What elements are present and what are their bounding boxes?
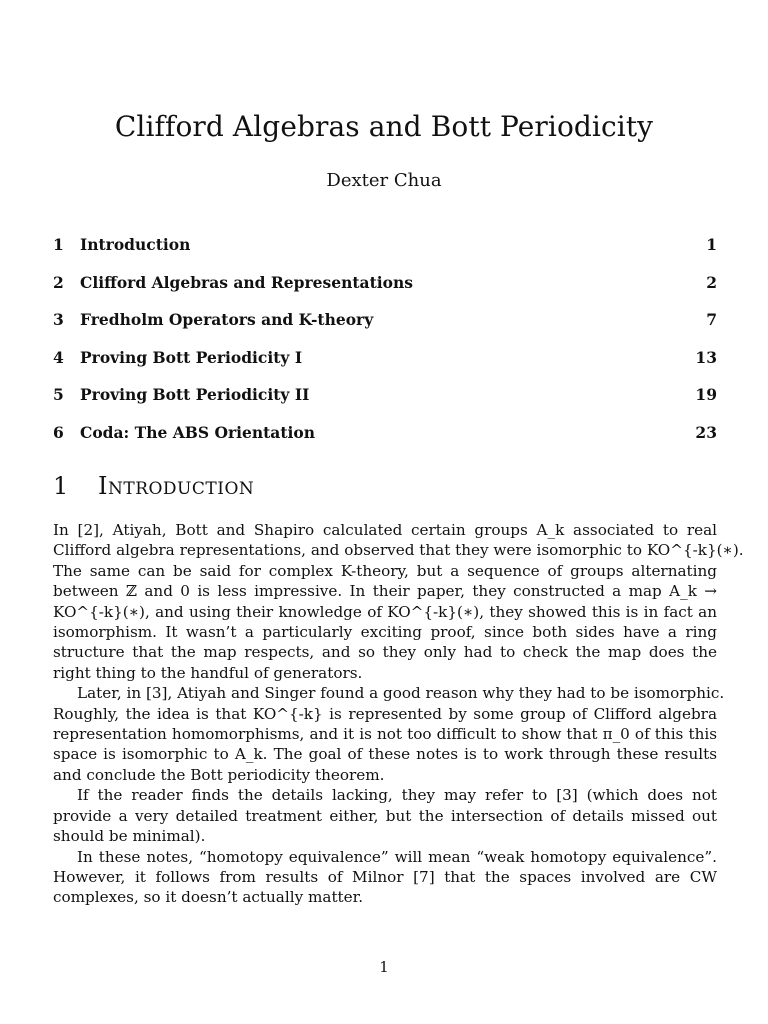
text-line: representation homomorphisms, and it is not too difficult to show that π_0 of this this <box>53 725 717 744</box>
text-line: However, it follows from results of Milnor [7] that the spaces involved are CW <box>53 867 717 886</box>
toc-number: 3 <box>53 310 64 330</box>
toc-page: 7 <box>706 310 717 330</box>
text-line: should be minimal). <box>53 827 206 846</box>
toc-entry[interactable] <box>53 385 717 423</box>
text-line: provide a very detailed treatment either, but the intersection of details missed out <box>53 806 717 825</box>
toc-number: 6 <box>53 422 64 442</box>
toc-title: Fredholm Operators and K-theory <box>80 310 374 330</box>
toc-page: 23 <box>695 422 717 442</box>
text-line: If the reader finds the details lacking, they may refer to [3] (which does not <box>77 786 717 805</box>
text-line: structure that the map respects, and so they only had to check the map does the <box>53 643 717 662</box>
toc-page: 13 <box>695 347 717 367</box>
toc-number: 5 <box>53 385 64 405</box>
toc-number: 4 <box>53 347 64 367</box>
text-line: Later, in [3], Atiyah and Singer found a good reason why they had to be isomorphic. <box>77 684 725 703</box>
author-name: Dexter Chua <box>326 170 442 191</box>
toc-entry[interactable] <box>53 423 717 461</box>
toc-title: Clifford Algebras and Representations <box>80 272 413 292</box>
toc-entry[interactable] <box>53 310 717 348</box>
text-line: and conclude the Bott periodicity theorem. <box>53 765 385 784</box>
body-text <box>53 520 744 908</box>
section-heading <box>53 472 254 500</box>
page-number: 1 <box>379 958 389 976</box>
toc-title: Introduction <box>80 235 191 254</box>
text-line: between ℤ and 0 is less impressive. In their paper, they constructed a map A_k → <box>53 582 717 601</box>
toc-entry[interactable] <box>53 273 717 311</box>
text-line: KO^{-k}(∗), and using their knowledge of KO^{-k}(∗), they showed this is in fact an <box>53 602 717 621</box>
toc-page: 1 <box>706 235 717 254</box>
text-line: isomorphism. It wasn’t a particularly exciting proof, since both sides have a ring <box>53 623 717 642</box>
toc-number: 2 <box>53 272 64 292</box>
section-title: Introduction <box>98 472 255 500</box>
toc-entry[interactable] <box>53 235 717 273</box>
text-line: right thing to the handful of generators. <box>53 663 363 682</box>
toc-page: 2 <box>706 272 717 292</box>
section-number: 1 <box>53 472 69 500</box>
text-line: Roughly, the idea is that KO^{-k} is represented by some group of Clifford algebra <box>53 704 717 723</box>
text-line: space is isomorphic to A_k. The goal of these notes is to work through these results <box>53 745 717 764</box>
toc-title: Proving Bott Periodicity I <box>80 347 303 367</box>
toc-title: Proving Bott Periodicity II <box>80 385 310 405</box>
toc-number: 1 <box>53 235 64 254</box>
text-line: Clifford algebra representations, and observed that they were isomorphic to KO^{-k}(∗). <box>53 541 744 560</box>
toc-title: Coda: The ABS Orientation <box>80 422 315 442</box>
toc-entry[interactable] <box>53 348 717 386</box>
toc-page: 19 <box>695 385 717 405</box>
text-line: In [2], Atiyah, Bott and Shapiro calculated certain groups A_k associated to real <box>53 521 717 539</box>
text-line: The same can be said for complex K-theory, but a sequence of groups alternating <box>53 561 717 580</box>
table-of-contents <box>53 235 717 461</box>
text-line: In these notes, “homotopy equivalence” will mean “weak homotopy equivalence”. <box>77 847 717 866</box>
paper-title: Clifford Algebras and Bott Periodicity <box>114 110 654 143</box>
text-line: complexes, so it doesn’t actually matter. <box>53 888 364 907</box>
